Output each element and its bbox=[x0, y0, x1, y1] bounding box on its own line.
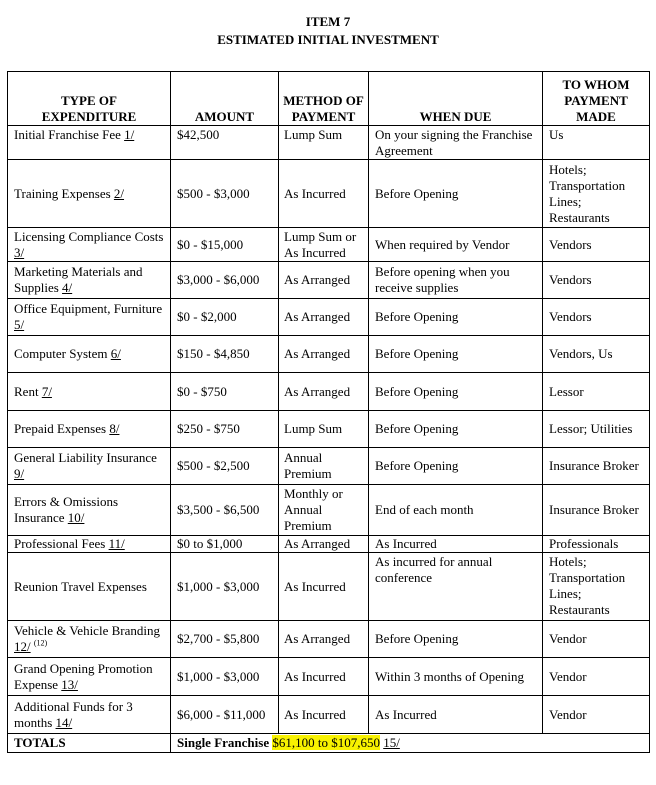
amount-cell: $0 - $750 bbox=[171, 373, 279, 411]
footnote-ref: 9/ bbox=[14, 466, 25, 481]
footnote-ref: 1/ bbox=[124, 127, 135, 142]
to-whom-cell: Hotels; Transportation Lines; Restaurants bbox=[543, 160, 650, 228]
when-due-cell: As incurred for annual conference bbox=[369, 553, 543, 621]
amount-cell: $0 - $15,000 bbox=[171, 228, 279, 262]
table-row bbox=[8, 448, 650, 485]
superscript-note: (12) bbox=[33, 638, 48, 648]
method-cell: As Arranged bbox=[279, 536, 369, 553]
to-whom-cell: Vendor bbox=[543, 621, 650, 658]
table-row bbox=[8, 621, 650, 658]
expenditure-label: Vehicle & Vehicle Branding bbox=[14, 623, 160, 638]
when-due-cell: Before Opening bbox=[369, 299, 543, 336]
footnote-ref: 5/ bbox=[14, 317, 25, 332]
when-due-cell: Before Opening bbox=[369, 160, 543, 228]
method-cell: As Arranged bbox=[279, 621, 369, 658]
expenditure-type bbox=[8, 536, 171, 553]
when-due-cell: Before Opening bbox=[369, 411, 543, 448]
method-cell: As Arranged bbox=[279, 373, 369, 411]
amount-cell: $150 - $4,850 bbox=[171, 336, 279, 373]
footnote-ref: 11/ bbox=[108, 536, 125, 551]
method-cell: Lump Sum bbox=[279, 126, 369, 160]
to-whom-cell: Vendor bbox=[543, 696, 650, 734]
footnote-ref: 14/ bbox=[55, 714, 73, 730]
amount-cell: $0 to $1,000 bbox=[171, 536, 279, 553]
footnote-ref: 8/ bbox=[109, 421, 120, 436]
footnote-ref: 12/ bbox=[14, 639, 31, 654]
expenditure-label: Reunion Travel Expenses bbox=[14, 578, 147, 594]
investment-table bbox=[7, 71, 650, 753]
amount-cell: $3,000 - $6,000 bbox=[171, 262, 279, 299]
expenditure-type bbox=[8, 696, 171, 734]
header-when-due: WHEN DUE bbox=[369, 72, 543, 126]
amount-cell: $2,700 - $5,800 bbox=[171, 621, 279, 658]
expenditure-label: Initial Franchise Fee bbox=[14, 127, 121, 142]
to-whom-cell: Insurance Broker bbox=[543, 448, 650, 485]
expenditure-type bbox=[8, 126, 171, 160]
expenditure-label: Marketing Materials and Supplies bbox=[14, 264, 143, 295]
header-row bbox=[8, 72, 650, 126]
amount-cell: $0 - $2,000 bbox=[171, 299, 279, 336]
expenditure-type bbox=[8, 262, 171, 299]
expenditure-label: Computer System bbox=[14, 346, 108, 361]
method-cell: As Incurred bbox=[279, 160, 369, 228]
method-cell: Lump Sum bbox=[279, 411, 369, 448]
to-whom-cell: Us bbox=[543, 126, 650, 160]
amount-cell: $1,000 - $3,000 bbox=[171, 658, 279, 696]
table-row bbox=[8, 262, 650, 299]
amount-cell: $1,000 - $3,000 bbox=[171, 553, 279, 621]
expenditure-label: Licensing Compliance Costs bbox=[14, 228, 164, 244]
to-whom-cell: Professionals bbox=[543, 536, 650, 553]
footnote-ref: 13/ bbox=[61, 676, 78, 692]
expenditure-label: Grand Opening Promotion Expense bbox=[14, 660, 153, 692]
table-row bbox=[8, 336, 650, 373]
table-row bbox=[8, 299, 650, 336]
expenditure-label: Errors & Omissions Insurance bbox=[14, 494, 118, 525]
to-whom-cell: Vendors bbox=[543, 262, 650, 299]
when-due-cell: As Incurred bbox=[369, 536, 543, 553]
method-cell: As Incurred bbox=[279, 553, 369, 621]
expenditure-type bbox=[8, 485, 171, 536]
table-row bbox=[8, 536, 650, 553]
when-due-cell: Before Opening bbox=[369, 448, 543, 485]
expenditure-label: Office Equipment, Furniture bbox=[14, 301, 163, 316]
when-due-cell: Before opening when you receive supplies bbox=[369, 262, 543, 299]
expenditure-label: Rent bbox=[14, 383, 39, 399]
to-whom-cell: Lessor bbox=[543, 373, 650, 411]
item-number: ITEM 7 bbox=[305, 14, 351, 29]
amount-cell: $250 - $750 bbox=[171, 411, 279, 448]
method-cell: As Arranged bbox=[279, 299, 369, 336]
method-cell: As Incurred bbox=[279, 658, 369, 696]
expenditure-label: Additional Funds for 3 months bbox=[14, 698, 133, 730]
method-cell: As Arranged bbox=[279, 262, 369, 299]
amount-cell: $3,500 - $6,500 bbox=[171, 485, 279, 536]
table-row bbox=[8, 696, 650, 734]
table-row bbox=[8, 411, 650, 448]
table-row bbox=[8, 485, 650, 536]
when-due-cell: Before Opening bbox=[369, 336, 543, 373]
expenditure-type bbox=[8, 160, 171, 228]
method-cell: Monthly or Annual Premium bbox=[279, 485, 369, 536]
footnote-ref: 7/ bbox=[41, 383, 52, 399]
to-whom-cell: Insurance Broker bbox=[543, 485, 650, 536]
when-due-cell: End of each month bbox=[369, 485, 543, 536]
expenditure-label: Professional Fees bbox=[14, 536, 106, 551]
totals-prefix: Single Franchise bbox=[177, 735, 270, 750]
table-row bbox=[8, 553, 650, 621]
expenditure-type bbox=[8, 448, 171, 485]
expenditure-type bbox=[8, 621, 171, 658]
to-whom-cell: Vendors bbox=[543, 299, 650, 336]
when-due-cell: Before Opening bbox=[369, 373, 543, 411]
table-row bbox=[8, 658, 650, 696]
expenditure-label: General Liability Insurance bbox=[14, 450, 157, 465]
amount-cell: $500 - $3,000 bbox=[171, 160, 279, 228]
expenditure-type bbox=[8, 553, 171, 621]
page-title: ESTIMATED INITIAL INVESTMENT bbox=[217, 32, 439, 47]
to-whom-cell: Lessor; Utilities bbox=[543, 411, 650, 448]
table-row bbox=[8, 373, 650, 411]
totals-range: $61,100 to $107,650 bbox=[272, 735, 380, 750]
method-cell: As Arranged bbox=[279, 336, 369, 373]
to-whom-cell: Vendors, Us bbox=[543, 336, 650, 373]
amount-cell: $42,500 bbox=[171, 126, 279, 160]
footnote-ref: 10/ bbox=[67, 510, 85, 525]
footnote-ref: 3/ bbox=[14, 244, 25, 260]
expenditure-type bbox=[8, 411, 171, 448]
totals-label: TOTALS bbox=[8, 734, 171, 753]
expenditure-type bbox=[8, 658, 171, 696]
when-due-cell: When required by Vendor bbox=[369, 228, 543, 262]
expenditure-type bbox=[8, 228, 171, 262]
totals-value bbox=[171, 734, 650, 753]
table-row bbox=[8, 160, 650, 228]
footnote-ref: 2/ bbox=[113, 185, 125, 201]
expenditure-type bbox=[8, 373, 171, 411]
method-cell: Lump Sum or As Incurred bbox=[279, 228, 369, 262]
to-whom-cell: Vendors bbox=[543, 228, 650, 262]
when-due-cell: As Incurred bbox=[369, 696, 543, 734]
table-row bbox=[8, 126, 650, 160]
when-due-cell: Within 3 months of Opening bbox=[369, 658, 543, 696]
totals-row bbox=[8, 734, 650, 753]
method-cell: As Incurred bbox=[279, 696, 369, 734]
footnote-ref: 6/ bbox=[110, 346, 121, 361]
to-whom-cell: Hotels; Transportation Lines; Restaurants bbox=[543, 553, 650, 621]
expenditure-label: Training Expenses bbox=[14, 185, 111, 201]
method-cell: Annual Premium bbox=[279, 448, 369, 485]
header-type: TYPE OF EXPENDITURE bbox=[8, 72, 171, 126]
expenditure-type bbox=[8, 336, 171, 373]
amount-cell: $6,000 - $11,000 bbox=[171, 696, 279, 734]
expenditure-label: Prepaid Expenses bbox=[14, 421, 107, 436]
when-due-cell: On your signing the Franchise Agreement bbox=[369, 126, 543, 160]
to-whom-cell: Vendor bbox=[543, 658, 650, 696]
header-method: METHOD OF PAYMENT bbox=[279, 72, 369, 126]
expenditure-type bbox=[8, 299, 171, 336]
footnote-ref: 4/ bbox=[62, 280, 73, 295]
table-row bbox=[8, 228, 650, 262]
amount-cell: $500 - $2,500 bbox=[171, 448, 279, 485]
totals-note: 15/ bbox=[383, 735, 400, 750]
when-due-cell: Before Opening bbox=[369, 621, 543, 658]
header-to-whom: TO WHOM PAYMENT MADE bbox=[543, 72, 650, 126]
header-amount: AMOUNT bbox=[171, 72, 279, 126]
